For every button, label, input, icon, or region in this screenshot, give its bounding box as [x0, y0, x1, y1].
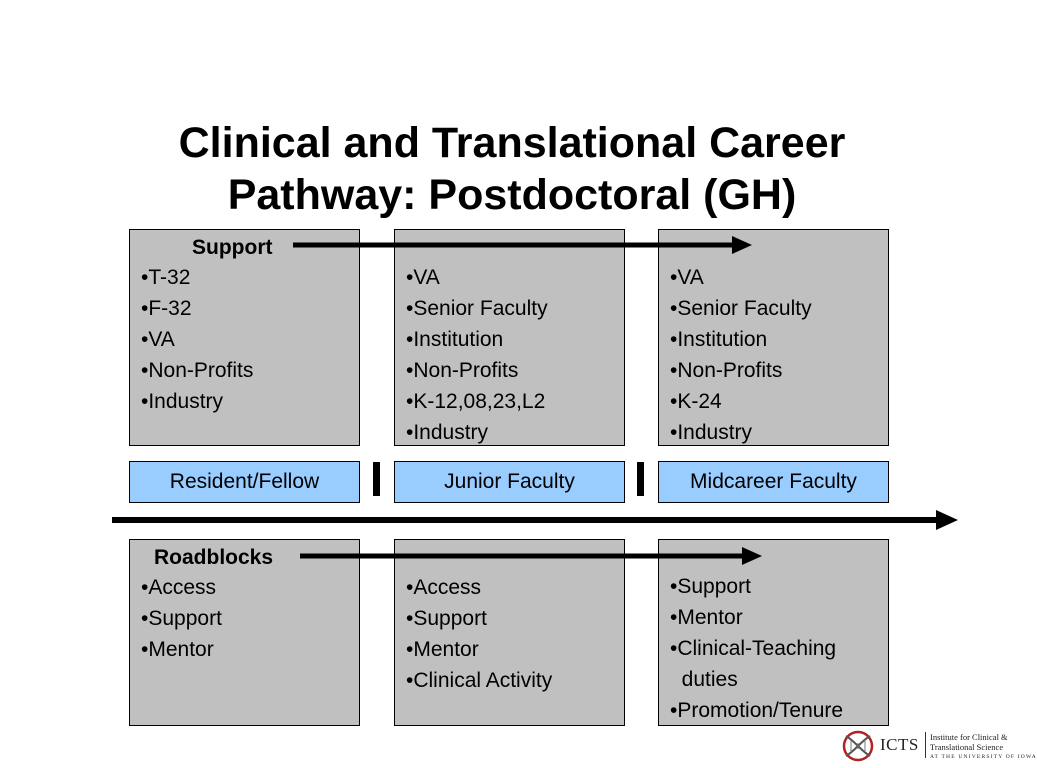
list-item: •K-12,08,23,L2	[406, 390, 546, 413]
list-item: •K-24	[670, 390, 722, 413]
logo-name-line-3: AT THE UNIVERSITY OF IOWA	[930, 754, 1037, 760]
list-item: duties	[670, 668, 738, 691]
list-item: •F-32	[141, 297, 192, 320]
list-item: •Support	[406, 607, 487, 630]
list-item: •VA	[141, 328, 175, 351]
list-item: •Support	[670, 575, 751, 598]
support-list-midcareer	[659, 262, 888, 448]
list-item: •VA	[670, 266, 704, 289]
title-line-2: Pathway: Postdoctoral (GH)	[227, 171, 797, 219]
list-item: •Senior Faculty	[406, 297, 548, 320]
stage-separator	[637, 462, 644, 496]
stage-resident-fellow: Resident/Fellow	[129, 461, 360, 503]
list-item: •Access	[406, 576, 482, 599]
list-item: •Industry	[406, 421, 489, 444]
stage-separator	[373, 462, 380, 496]
support-label: Support	[192, 236, 273, 259]
roadblocks-list-midcareer	[659, 571, 888, 726]
stage-junior-faculty: Junior Faculty	[394, 461, 625, 503]
roadblocks-list-junior	[395, 572, 624, 696]
list-item: •Mentor	[670, 606, 743, 629]
logo-name-line-1: Institute for Clinical &	[930, 732, 1008, 742]
list-item: •Mentor	[406, 638, 479, 661]
slide-title	[0, 117, 1024, 221]
list-item: •Clinical Activity	[406, 669, 553, 692]
list-item: •Access	[141, 576, 217, 599]
support-list-resident	[130, 262, 359, 417]
logo-name-line-2: Translational Science	[930, 742, 1004, 752]
list-item: •Industry	[141, 390, 224, 413]
list-item: •VA	[406, 266, 440, 289]
roadblocks-box-resident	[129, 539, 360, 726]
timeline-arrow	[112, 510, 958, 530]
list-item: •Non-Profits	[670, 359, 783, 382]
dna-helix-icon	[838, 728, 878, 764]
logo-abbreviation: ICTS	[880, 735, 919, 754]
roadblocks-box-midcareer	[658, 539, 889, 726]
support-box-midcareer	[658, 229, 889, 446]
list-item: •Promotion/Tenure	[670, 699, 844, 722]
list-item: •Senior Faculty	[670, 297, 812, 320]
list-item: •Clinical-Teaching	[670, 637, 837, 660]
list-item: •Mentor	[141, 638, 214, 661]
icts-logo	[838, 728, 1037, 764]
title-line-1: Clinical and Translational Career	[178, 119, 846, 167]
list-item: •T-32	[141, 266, 191, 289]
roadblocks-box-junior	[394, 539, 625, 726]
support-box-resident	[129, 229, 360, 446]
logo-institute-name	[930, 732, 1037, 762]
support-list-junior	[395, 262, 624, 448]
roadblocks-list-resident	[130, 572, 359, 665]
list-item: •Institution	[406, 328, 504, 351]
list-item: •Industry	[670, 421, 753, 444]
logo-divider	[925, 732, 926, 758]
list-item: •Institution	[670, 328, 768, 351]
list-item: •Non-Profits	[406, 359, 519, 382]
list-item: •Support	[141, 607, 222, 630]
roadblocks-label: Roadblocks	[154, 546, 274, 569]
list-item: •Non-Profits	[141, 359, 254, 382]
support-box-junior	[394, 229, 625, 446]
stage-midcareer-faculty: Midcareer Faculty	[658, 461, 889, 503]
